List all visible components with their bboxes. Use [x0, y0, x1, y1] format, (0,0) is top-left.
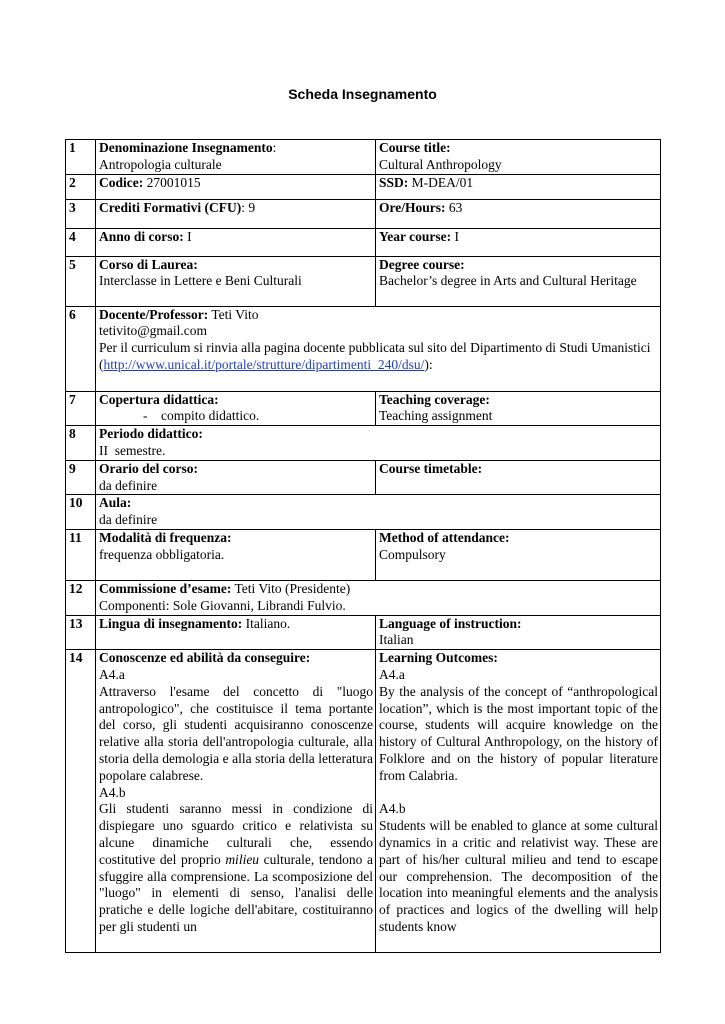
table-row	[66, 391, 661, 426]
table-row	[66, 256, 661, 306]
table-row	[66, 615, 661, 650]
section-text	[99, 801, 373, 935]
section-code: A4.b	[379, 801, 406, 817]
degree-cell	[96, 256, 376, 306]
page-title: Scheda Insegnamento	[288, 86, 437, 102]
language-cell	[96, 615, 376, 650]
field-label: Ore/Hours:	[379, 199, 446, 215]
field-value: II semestre.	[99, 442, 166, 458]
period-cell	[96, 426, 661, 461]
section-code: A4.a	[99, 666, 125, 682]
section-code: A4.a	[379, 666, 405, 682]
field-label: Learning Outcomes:	[379, 650, 498, 666]
curriculum-text: Per il curriculum si rinvia alla pagina docente pubblicata sul sito del Dipartimento di Studi Umanistici (	[99, 340, 651, 372]
commission-cell	[96, 580, 661, 615]
hours-cell	[376, 199, 661, 228]
field-value: frequenza obbligatoria.	[99, 546, 225, 562]
table-row	[66, 426, 661, 461]
field-value: I	[187, 228, 192, 244]
table-row	[66, 495, 661, 530]
code-cell	[96, 174, 376, 199]
classroom-cell	[96, 495, 661, 530]
field-label: Aula:	[99, 495, 132, 511]
row-number: 6	[66, 306, 96, 391]
row-number: 5	[66, 256, 96, 306]
field-value: 63	[448, 199, 463, 215]
table-row	[66, 306, 661, 391]
field-value: Italiano.	[245, 615, 291, 631]
field-label: Course timetable:	[379, 460, 483, 476]
field-label: Docente/Professor:	[99, 306, 209, 322]
course-timetable-cell	[376, 460, 661, 495]
section-text: Students will be enabled to glance at some cultural dynamics in a critic and relativist way. These are part of his/her cultural milieu and tend to escape our comprehension. The decomposition of the location into meaningful elements and the analysis of practices and logics of the dwelling will help students know	[379, 818, 658, 934]
table-row	[66, 580, 661, 615]
curriculum-text-end: ):	[424, 356, 433, 372]
field-label: Method of attendance:	[379, 529, 510, 545]
row-number: 2	[66, 174, 96, 199]
course-info-table	[65, 139, 661, 953]
field-label: Crediti Formativi (CFU)	[99, 199, 242, 215]
attendance-cell	[96, 529, 376, 580]
professor-email: tetivito@gmail.com	[99, 323, 208, 339]
course-name-cell	[96, 140, 376, 175]
field-label: Conoscenze ed abilità da conseguire:	[99, 650, 311, 666]
field-label: Course title:	[379, 140, 451, 155]
row-number: 9	[66, 460, 96, 495]
row-number: 12	[66, 580, 96, 615]
language-instruction-cell	[376, 615, 661, 650]
field-label: Commissione d’esame:	[99, 580, 232, 596]
row-number: 11	[66, 529, 96, 580]
field-value: Teaching assignment	[379, 408, 493, 424]
coverage-cell	[96, 391, 376, 426]
table-row	[66, 529, 661, 580]
field-label: Corso di Laurea:	[99, 256, 198, 272]
field-label: Periodo didattico:	[99, 426, 203, 442]
method-attendance-cell	[376, 529, 661, 580]
field-label: Orario del corso:	[99, 460, 198, 476]
field-value: - compito didattico.	[143, 408, 260, 424]
field-label: Copertura didattica:	[99, 391, 219, 407]
credits-cell	[96, 199, 376, 228]
field-value: Interclasse in Lettere e Beni Culturali	[99, 273, 302, 289]
field-label: SSD:	[379, 174, 409, 190]
table-row	[66, 650, 661, 953]
field-label: Modalità di frequenza:	[99, 529, 232, 545]
field-value: Antropologia culturale	[99, 156, 222, 172]
field-label: Year course:	[379, 228, 452, 244]
field-value: Compulsory	[379, 546, 446, 562]
row-number: 10	[66, 495, 96, 530]
field-label: Degree course:	[379, 256, 465, 272]
knowledge-cell	[96, 650, 376, 953]
table-row	[66, 460, 661, 495]
italic-term: milieu	[225, 851, 260, 867]
section-text: By the analysis of the concept of “anthropological location”, which is the most important topic of the course, students will acquire knowledge on the history of Cultural Anthropology, on the history of Folklore and on the history of popular literature from Calabria.	[379, 683, 658, 783]
professor-cell	[96, 306, 661, 391]
degree-course-cell	[376, 256, 661, 306]
spacer	[379, 785, 658, 802]
table-row	[66, 199, 661, 228]
field-label: Language of instruction:	[379, 615, 522, 631]
commission-members: Componenti: Sole Giovanni, Librandi Fulvio.	[99, 597, 346, 613]
row-number: 4	[66, 228, 96, 256]
row-number: 7	[66, 391, 96, 426]
professor-name: Teti Vito	[211, 306, 259, 322]
field-label: Lingua di insegnamento:	[99, 615, 243, 631]
field-value: da definire	[99, 477, 158, 493]
field-label: Codice:	[99, 174, 144, 190]
field-value: M-DEA/01	[411, 174, 474, 190]
course-title-cell	[376, 140, 661, 175]
row-number: 14	[66, 650, 96, 953]
field-value: Teti Vito (Presidente)	[234, 580, 351, 596]
row-number: 3	[66, 199, 96, 228]
outcomes-content	[379, 650, 658, 952]
department-link[interactable]: http://www.unical.it/portale/strutture/dipartimenti_240/dsu/	[103, 356, 425, 372]
table-row	[66, 140, 661, 175]
field-label: Teaching coverage:	[379, 391, 490, 407]
knowledge-content	[99, 650, 373, 952]
field-value: 27001015	[146, 174, 201, 190]
section-text: Attraverso l'esame del concetto di "luogo antropologico", che costituisce il tema portante del corso, gli studenti acquisiranno conoscenze relative alla storia dell'antropologia culturale, alla storia della demologia e alla storia della letteratura popolare calabrese.	[99, 683, 373, 783]
teaching-coverage-cell	[376, 391, 661, 426]
field-value: Italian	[379, 632, 414, 648]
table-row	[66, 174, 661, 199]
field-value: I	[454, 228, 459, 244]
year-cell	[96, 228, 376, 256]
field-value: da definire	[99, 512, 158, 528]
table-row	[66, 228, 661, 256]
field-label-suffix: :	[272, 140, 277, 155]
row-number: 8	[66, 426, 96, 461]
field-label: Denominazione Insegnamento	[99, 140, 273, 155]
row-number: 1	[66, 140, 96, 175]
field-value: : 9	[241, 199, 256, 215]
row-number: 13	[66, 615, 96, 650]
year-course-cell	[376, 228, 661, 256]
timetable-cell	[96, 460, 376, 495]
field-label: Anno di corso:	[99, 228, 184, 244]
text-part: Gli studenti saranno messi in condizione di dispiegare uno sguardo critico e relativista su alcune dinamiche culturali che, essendo costitutive del proprio	[99, 801, 373, 867]
section-code: A4.b	[99, 784, 126, 800]
ssd-cell	[376, 174, 661, 199]
text-part: culturale, tendono a sfuggire alla comprensione. La scomposizione del "luogo" in elementi di senso, l'analisi delle pratiche e delle logiche dell'abitare, costituiranno per gli studenti un	[99, 851, 373, 934]
field-value: Cultural Anthropology	[379, 156, 502, 172]
learning-outcomes-cell	[376, 650, 661, 953]
field-value: Bachelor’s degree in Arts and Cultural Heritage	[379, 273, 637, 289]
